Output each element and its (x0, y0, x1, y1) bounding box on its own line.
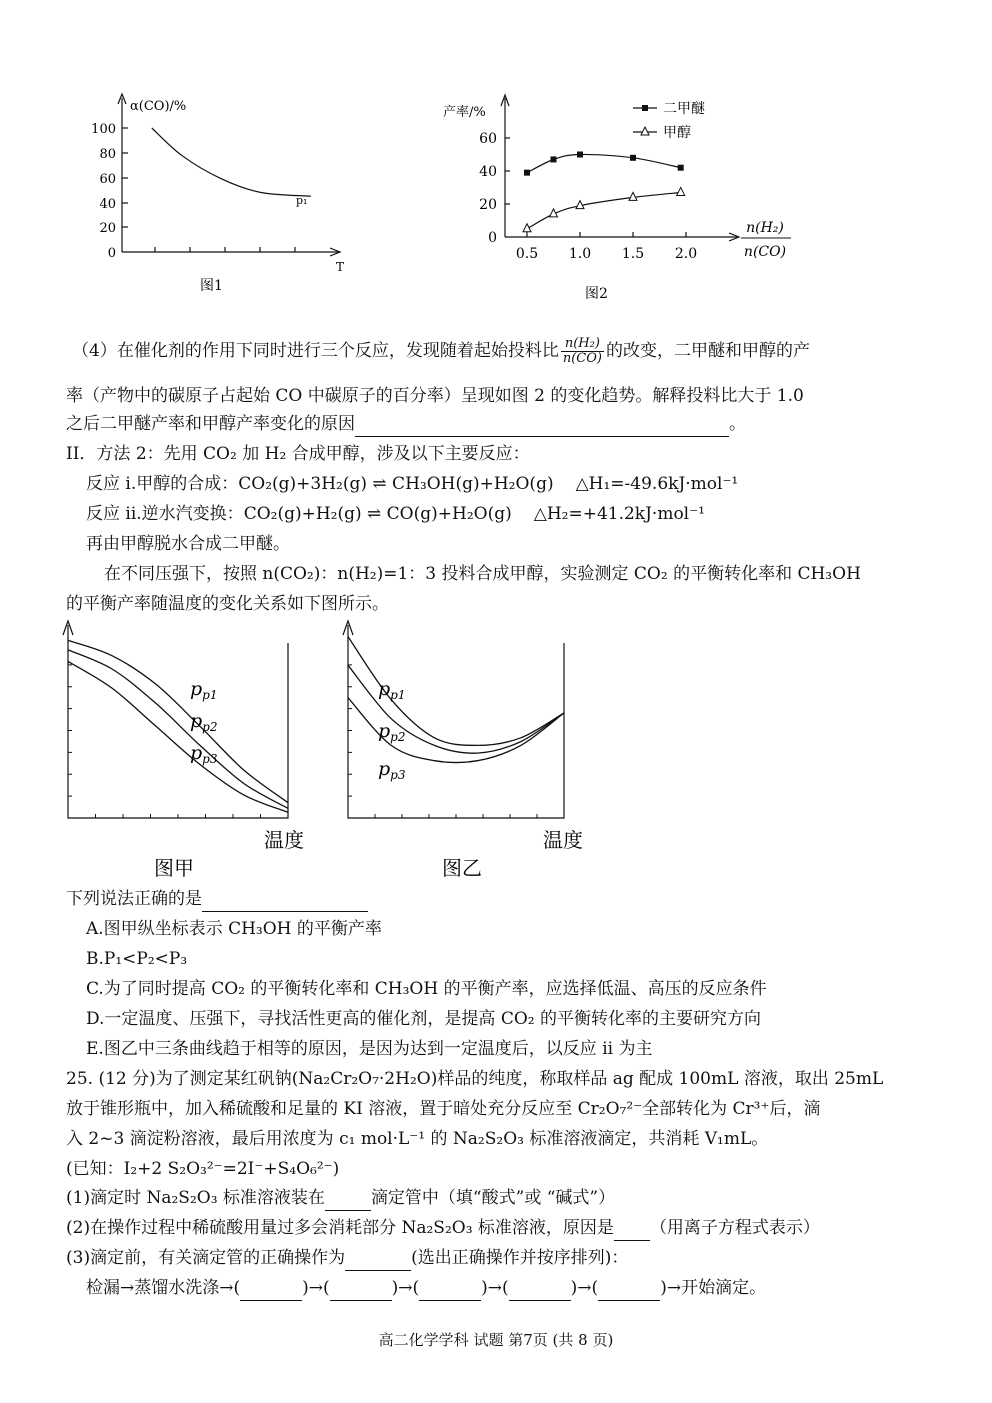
legend-triangle-marker (641, 127, 649, 135)
fig1-ylabel: α(CO)/% (130, 99, 187, 114)
answer-blank[interactable] (345, 1246, 411, 1271)
fig1-curve-p1 (152, 128, 311, 196)
legend-label: 甲醇 (663, 125, 691, 141)
figA-curve-label: $p_{p2}$ (190, 710, 218, 734)
answer-blank[interactable] (240, 1276, 302, 1301)
figB-curve-label: $p_{p2}$ (378, 720, 406, 744)
figA-ticks (68, 665, 261, 818)
figure-yi (338, 615, 608, 883)
figA-curve-label: $p_{p3}$ (190, 742, 218, 766)
answer-blank[interactable] (614, 1216, 650, 1241)
figB-axes (343, 621, 564, 818)
fig1-xlabel: T (336, 260, 345, 274)
feed-ratio-fraction (561, 337, 604, 366)
fig2-caption: 图2 (585, 286, 608, 302)
fig2-xlabel-num: n(H₂) (746, 220, 784, 236)
answer-blank[interactable] (325, 1186, 371, 1211)
reaction-2 (86, 502, 705, 526)
q4-line2: 率（产物中的碳原子占起始 CO 中碳原子的百分率）呈现如图 2 的变化趋势。解释投料比大于 1.0 (66, 386, 804, 406)
figure-jia (58, 615, 328, 883)
fig2-point-methanol (629, 192, 637, 200)
figA-caption: 图甲 (154, 856, 194, 880)
figA-axes (63, 621, 288, 818)
reaction-label: 反应 i.甲醇的合成： (86, 474, 239, 494)
answer-blank[interactable] (598, 1276, 660, 1301)
mc-stem-text: 下列说法正确的是 (66, 889, 202, 909)
fig2-series-line (527, 154, 681, 172)
enthalpy-change: △H₂=+41.2kJ·mol⁻¹ (533, 504, 705, 524)
figure-1 (60, 90, 360, 300)
subscript: p3 (390, 768, 406, 782)
legend-square-marker (642, 105, 648, 111)
answer-blank[interactable] (202, 887, 368, 912)
legend-label: 二甲醚 (663, 101, 705, 117)
fig2-ytick: 60 (479, 131, 497, 147)
q4-text: 的改变，二甲醚和甲醇的产 (605, 341, 810, 361)
q25-sub2-text: （用离子方程式表示） (649, 1218, 820, 1238)
fig2-series-line (527, 193, 681, 229)
curve-p1 (68, 640, 288, 802)
fig2-plot-area (523, 152, 685, 232)
q25-line2: 放于锥形瓶中，加入稀硫酸和足量的 KI 溶液，置于暗处充分反应至 Cr₂O₇²⁻全部转化为 Cr³⁺后，滴 (66, 1099, 821, 1119)
q25-sub3 (66, 1246, 628, 1271)
fig1-ytick: 80 (99, 147, 116, 162)
fig2-ytick: 0 (488, 230, 497, 246)
q25-sub3-text: (3)滴定前，有关滴定管的正确操作为 (66, 1248, 346, 1268)
subscript: p1 (202, 688, 218, 702)
fig2-legend (633, 100, 706, 141)
fig1-axes (118, 94, 340, 256)
fig1-ytick: 40 (99, 197, 116, 212)
subscript: p2 (390, 730, 406, 744)
fig1-ytick: 60 (99, 172, 116, 187)
figB-caption: 图乙 (442, 856, 482, 880)
method2-paragraph-line2: 的平衡产率随温度的变化关系如下图所示。 (66, 594, 389, 614)
fig2-xtick: 0.5 (515, 246, 539, 262)
method2-paragraph-line1: 在不同压强下，按照 n(CO₂)：n(H₂)=1：3 投料合成甲醇，实验测定 CO₂ 的平衡转化率和 CH₃OH (104, 564, 861, 584)
fraction-denominator: n(CO) (562, 351, 602, 366)
reaction-equation: CO₂(g)+3H₂(g) ⇌ CH₃OH(g)+H₂O(g) (238, 474, 554, 494)
figB-curve-label: $p_{p3}$ (378, 758, 406, 782)
q25-sub1 (66, 1186, 615, 1211)
q25-sub1-text: (1)滴定时 Na₂S₂O₃ 标准溶液装在 (66, 1188, 325, 1208)
procedure-text: )→开始滴定。 (660, 1278, 767, 1298)
figA-plot-area (68, 640, 288, 812)
fig2-point-dimethyl-ether (524, 170, 530, 176)
figB-curve-label: $p_{p1}$ (378, 678, 406, 702)
figA-curve-label: $p_{p1}$ (190, 678, 218, 702)
fig2-ylabel: 产率/% (443, 105, 486, 120)
q25-sub2-text: (2)在操作过程中稀硫酸用量过多会消耗部分 Na₂S₂O₃ 标准溶液，原因是 (66, 1218, 614, 1238)
procedure-text: )→( (391, 1278, 420, 1298)
fig1-ytick: 20 (99, 221, 116, 236)
fig2-xtick: 2.0 (674, 246, 698, 262)
figA-xlabel: 温度 (264, 828, 304, 852)
subscript: p2 (202, 720, 218, 734)
procedure-text: )→( (570, 1278, 599, 1298)
fig2-point-methanol (677, 187, 685, 195)
answer-blank[interactable] (330, 1276, 392, 1301)
answer-blank[interactable] (355, 412, 729, 437)
fig1-caption: 图1 (200, 278, 223, 294)
subscript: p3 (202, 752, 218, 766)
reaction-equation: CO₂(g)+H₂(g) ⇌ CO(g)+H₂O(g) (243, 504, 512, 524)
curve-p2 (68, 650, 288, 809)
fraction-numerator: n(H₂) (561, 337, 604, 352)
mc-option-a: A.图甲纵坐标表示 CH₃OH 的平衡产率 (86, 919, 382, 939)
enthalpy-change: △H₁=-49.6kJ·mol⁻¹ (575, 474, 739, 494)
figure-2 (435, 90, 805, 305)
q25-line1: 25. (12 分)为了测定某红矾钠(Na₂Cr₂O₇·2H₂O)样品的纯度，称取样品 ag 配成 100mL 溶液，取出 25mL (66, 1069, 884, 1089)
reaction-1 (86, 472, 738, 496)
q4-text: 。 (729, 414, 746, 434)
fig2-point-dimethyl-ether (577, 152, 583, 158)
fig2-xtick: 1.0 (568, 246, 592, 262)
q4-line3 (66, 412, 746, 437)
q25-sub2 (66, 1216, 820, 1241)
q4-line1 (72, 337, 810, 366)
fig2-xtick: 1.5 (621, 246, 645, 262)
procedure-text: 检漏→蒸馏水洗涤→( (86, 1278, 241, 1298)
mc-option-e: E.图乙中三条曲线趋于相等的原因，是因为达到一定温度后，以反应 ii 为主 (86, 1039, 653, 1059)
subscript: p1 (390, 688, 406, 702)
q4-text: （4）在催化剂的作用下同时进行三个反应，发现随着起始投料比 (72, 341, 559, 361)
reaction-label: 反应 ii.逆水汽变换： (86, 504, 244, 524)
answer-blank[interactable] (419, 1276, 481, 1301)
mc-stem (66, 887, 368, 912)
answer-blank[interactable] (509, 1276, 571, 1301)
q25-given: (已知：I₂+2 S₂O₃²⁻=2I⁻+S₄O₆²⁻) (66, 1159, 340, 1179)
curve-p3 (68, 661, 288, 812)
mc-option-c: C.为了同时提高 CO₂ 的平衡转化率和 CH₃OH 的平衡产率，应选择低温、高压的反应条件 (86, 979, 767, 999)
fig2-point-dimethyl-ether (551, 156, 557, 162)
q25-sub3-text: (选出正确操作并按序排列)： (411, 1248, 629, 1268)
page-footer: 高二化学学科 试题 第7页 (共 8 页) (378, 1331, 614, 1349)
procedure-text: )→( (302, 1278, 330, 1298)
procedure-text: )→( (481, 1278, 509, 1298)
figB-xlabel: 温度 (543, 828, 583, 852)
fig2-ytick: 40 (479, 164, 497, 180)
method2-note: 再由甲醇脱水合成二甲醚。 (86, 534, 290, 554)
fig2-xlabel-den: n(CO) (743, 244, 787, 260)
fig2-ytick: 20 (479, 197, 497, 213)
fig1-curve-label: p₁ (296, 194, 308, 207)
q25-sub1-text: 滴定管中（填“酸式”或 “碱式”） (370, 1188, 616, 1208)
fig1-ytick: 0 (107, 246, 116, 261)
fig1-ytick: 100 (91, 122, 116, 137)
fig2-point-dimethyl-ether (630, 155, 636, 161)
mc-option-d: D.一定温度、压强下，寻找活性更高的催化剂，是提高 CO₂ 的平衡转化率的主要研究方向 (86, 1009, 761, 1029)
q4-text: 之后二甲醚产率和甲醇产率变化的原因 (66, 414, 355, 434)
method2-title: II．方法 2：先用 CO₂ 加 H₂ 合成甲醇，涉及以下主要反应： (66, 444, 530, 464)
q25-procedure (86, 1276, 766, 1301)
fig2-point-dimethyl-ether (678, 165, 684, 171)
q25-line3: 入 2~3 滴淀粉溶液，最后用浓度为 c₁ mol·L⁻¹ 的 Na₂S₂O₃ 标准溶液滴定，共消耗 V₁mL。 (66, 1129, 769, 1149)
mc-option-b: B.P₁<P₂<P₃ (86, 949, 188, 969)
